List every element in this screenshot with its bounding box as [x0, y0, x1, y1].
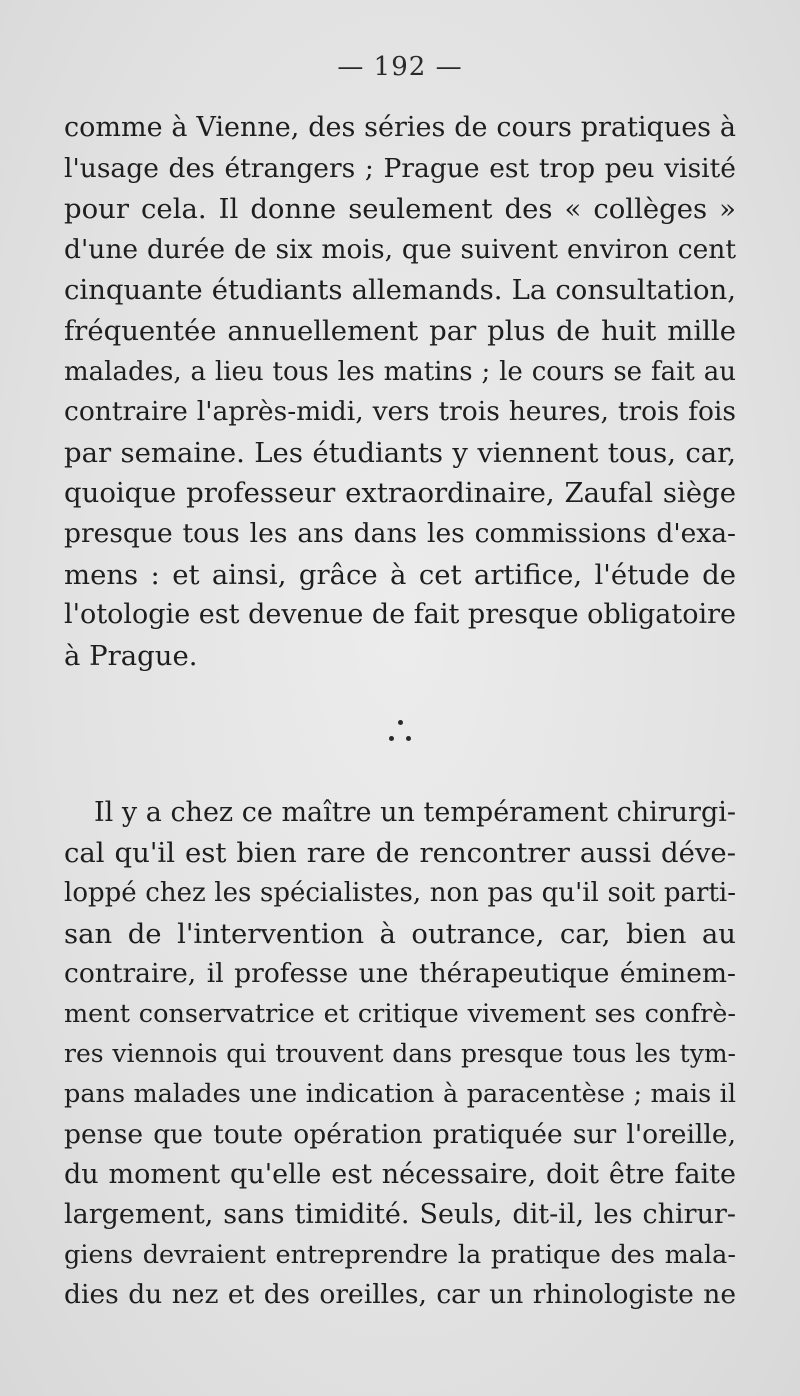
text-line: fréquentée annuellement par plus de huit mille [64, 314, 736, 347]
text-line: d'une durée de six mois, que suivent environ cent [64, 233, 736, 265]
text-line: largement, sans timidité. Seuls, dit-il, les chirur- [64, 1198, 736, 1230]
text-line: Il y a chez ce maître un tempérament chirurgi- [94, 797, 736, 828]
paragraph-2 [64, 793, 736, 1315]
text-line: pour cela. Il donne seulement des « collèges » [64, 193, 736, 226]
text-line: loppé chez les spécialistes, non pas qu'il soit parti- [64, 878, 736, 909]
section-break-asterism [380, 712, 420, 752]
asterism-dot [398, 720, 403, 725]
text-line: malades, a lieu tous les matins ; le cours se fait au [64, 356, 736, 387]
text-line: l'otologie est devenue de fait presque obligatoire [64, 599, 736, 631]
text-line: pense que toute opération pratiquée sur l'oreille, [64, 1118, 736, 1150]
text-line: pans malades une indication à paracentèse ; mais il [64, 1079, 736, 1110]
text-line: presque tous les ans dans les commissions d'exa- [64, 517, 736, 549]
text-line: giens devraient entreprendre la pratique des mala- [64, 1240, 736, 1271]
text-line: quoique professeur extraordinaire, Zaufal siège [64, 477, 736, 510]
text-line: ment conservatrice et critique vivement ses confrè- [64, 998, 736, 1029]
text-line: res viennois qui trouvent dans presque tous les tym- [64, 1039, 736, 1069]
asterism-dot [389, 736, 394, 741]
page-number: — 192 — [337, 52, 463, 82]
text-line: contraire l'après-midi, vers trois heures, trois fois [64, 396, 736, 428]
text-line: cinquante étudiants allemands. La consultation, [64, 274, 736, 307]
text-line: san de l'intervention à outrance, car, bien au [64, 917, 736, 950]
text-line: du moment qu'elle est nécessaire, doit être faite [64, 1158, 736, 1190]
paragraph-1 [64, 108, 736, 676]
text-line: l'usage des étrangers ; Prague est trop peu visité [64, 152, 736, 184]
asterism-dot [406, 736, 411, 741]
text-line: à Prague. [64, 639, 198, 672]
text-line: dies du nez et des oreilles, car un rhinologiste ne [64, 1279, 736, 1311]
text-line: mens : et ainsi, grâce à cet artifice, l'étude de [64, 558, 736, 591]
text-line: contraire, il professe une thérapeutique éminem- [64, 957, 736, 989]
text-line: comme à Vienne, des séries de cours pratiques à [64, 112, 736, 143]
text-line: cal qu'il est bien rare de rencontrer aussi déve- [64, 837, 736, 870]
text-line: par semaine. Les étudiants y viennent tous, car, [64, 436, 736, 469]
